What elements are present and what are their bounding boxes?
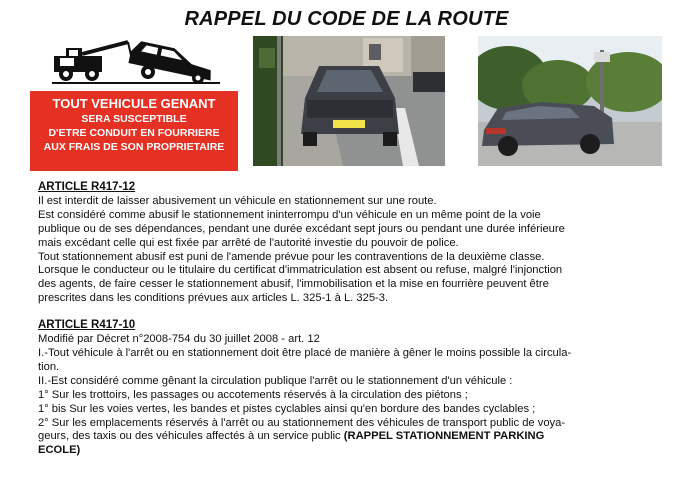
sign-line-2: SERA SUSCEPTIBLE xyxy=(81,113,187,125)
article-r417-12-line: publique ou de ses dépendances, pendant une durée excédant sept jours ou pendant une durée inférieure xyxy=(38,222,565,235)
article-r417-10-heading: ARTICLE R417-10 xyxy=(38,319,136,332)
article-r417-12-heading: ARTICLE R417-12 xyxy=(38,181,136,193)
article-r417-10-last-line xyxy=(38,430,668,444)
article-r417-10-last-text: geurs, des taxis ou des véhicules affectés à un service public xyxy=(38,430,341,443)
sign-line-4: AUX FRAIS DE SON PROPRIETAIRE xyxy=(43,141,225,153)
tow-warning-panel xyxy=(30,36,240,172)
article-r417-12-line: Il est interdit de laisser abusivement un véhicule en stationnement sur une route. xyxy=(38,194,437,207)
article-r417-12-line: Tout stationnement abusif est puni de l'amende prévue pour les contraventions de la deuxième classe. xyxy=(38,250,545,263)
parking-ecole-note-end: ECOLE) xyxy=(38,444,81,457)
article-r417-12-line: Lorsque le conducteur ou le titulaire du certificat d'immatriculation est absent ou refuse, malgré l'injonction xyxy=(38,264,563,277)
article-r417-10-line: 1° bis Sur les voies vertes, les bandes et pistes cyclables ainsi qu'en bordure des bandes cyclables ; xyxy=(38,402,536,415)
photo-abandoned-car xyxy=(478,36,662,166)
tow-truck-icon xyxy=(52,38,220,84)
article-r417-12-line: mais excédant celle qui est fixée par arrêté de l'autorité investie du pouvoir de police. xyxy=(38,236,459,249)
article-r417-12-line: prescrites dans les conditions prévues aux articles L. 325-1 à L. 325-3. xyxy=(38,292,389,305)
article-r417-10-line: tion. xyxy=(38,360,60,373)
page-title: RAPPEL DU CODE DE LA ROUTE xyxy=(184,8,509,30)
sign-line-1: TOUT VEHICULE GENANT xyxy=(52,96,216,111)
article-r417-12-line: des agents, de faire cesser le stationnement abusif, l'immobilisation et la mise en fourrière peuvent être xyxy=(38,278,549,291)
photo-car-on-sidewalk xyxy=(253,36,445,166)
articles-section xyxy=(38,181,668,458)
article-r417-10-line: 1° Sur les trottoirs, les passages ou accotements réservés à la circulation des piétons ; xyxy=(38,388,468,401)
article-r417-10-line: II.-Est considéré comme gênant la circulation publique l'arrêt ou le stationnement d'un véhicule : xyxy=(38,374,513,387)
article-r417-12-line: Est considéré comme abusif le stationnement ininterrompu d'un véhicule en un même point de la voie xyxy=(38,208,541,221)
sign-line-3: D'ETRE CONDUIT EN FOURRIERE xyxy=(48,127,220,139)
parking-ecole-note: (RAPPEL STATIONNEMENT PARKING xyxy=(343,430,545,443)
tow-warning-sign xyxy=(30,91,238,171)
article-r417-10-line: Modifié par Décret n°2008-754 du 30 juillet 2008 - art. 12 xyxy=(38,333,320,346)
article-r417-10-line: I.-Tout véhicule à l'arrêt ou en stationnement doit être placé de manière à gêner le moins possible la circula- xyxy=(38,346,572,359)
article-r417-10-line: 2° Sur les emplacements réservés à l'arrêt ou au stationnement des véhicules de transport public de voya- xyxy=(38,416,566,429)
